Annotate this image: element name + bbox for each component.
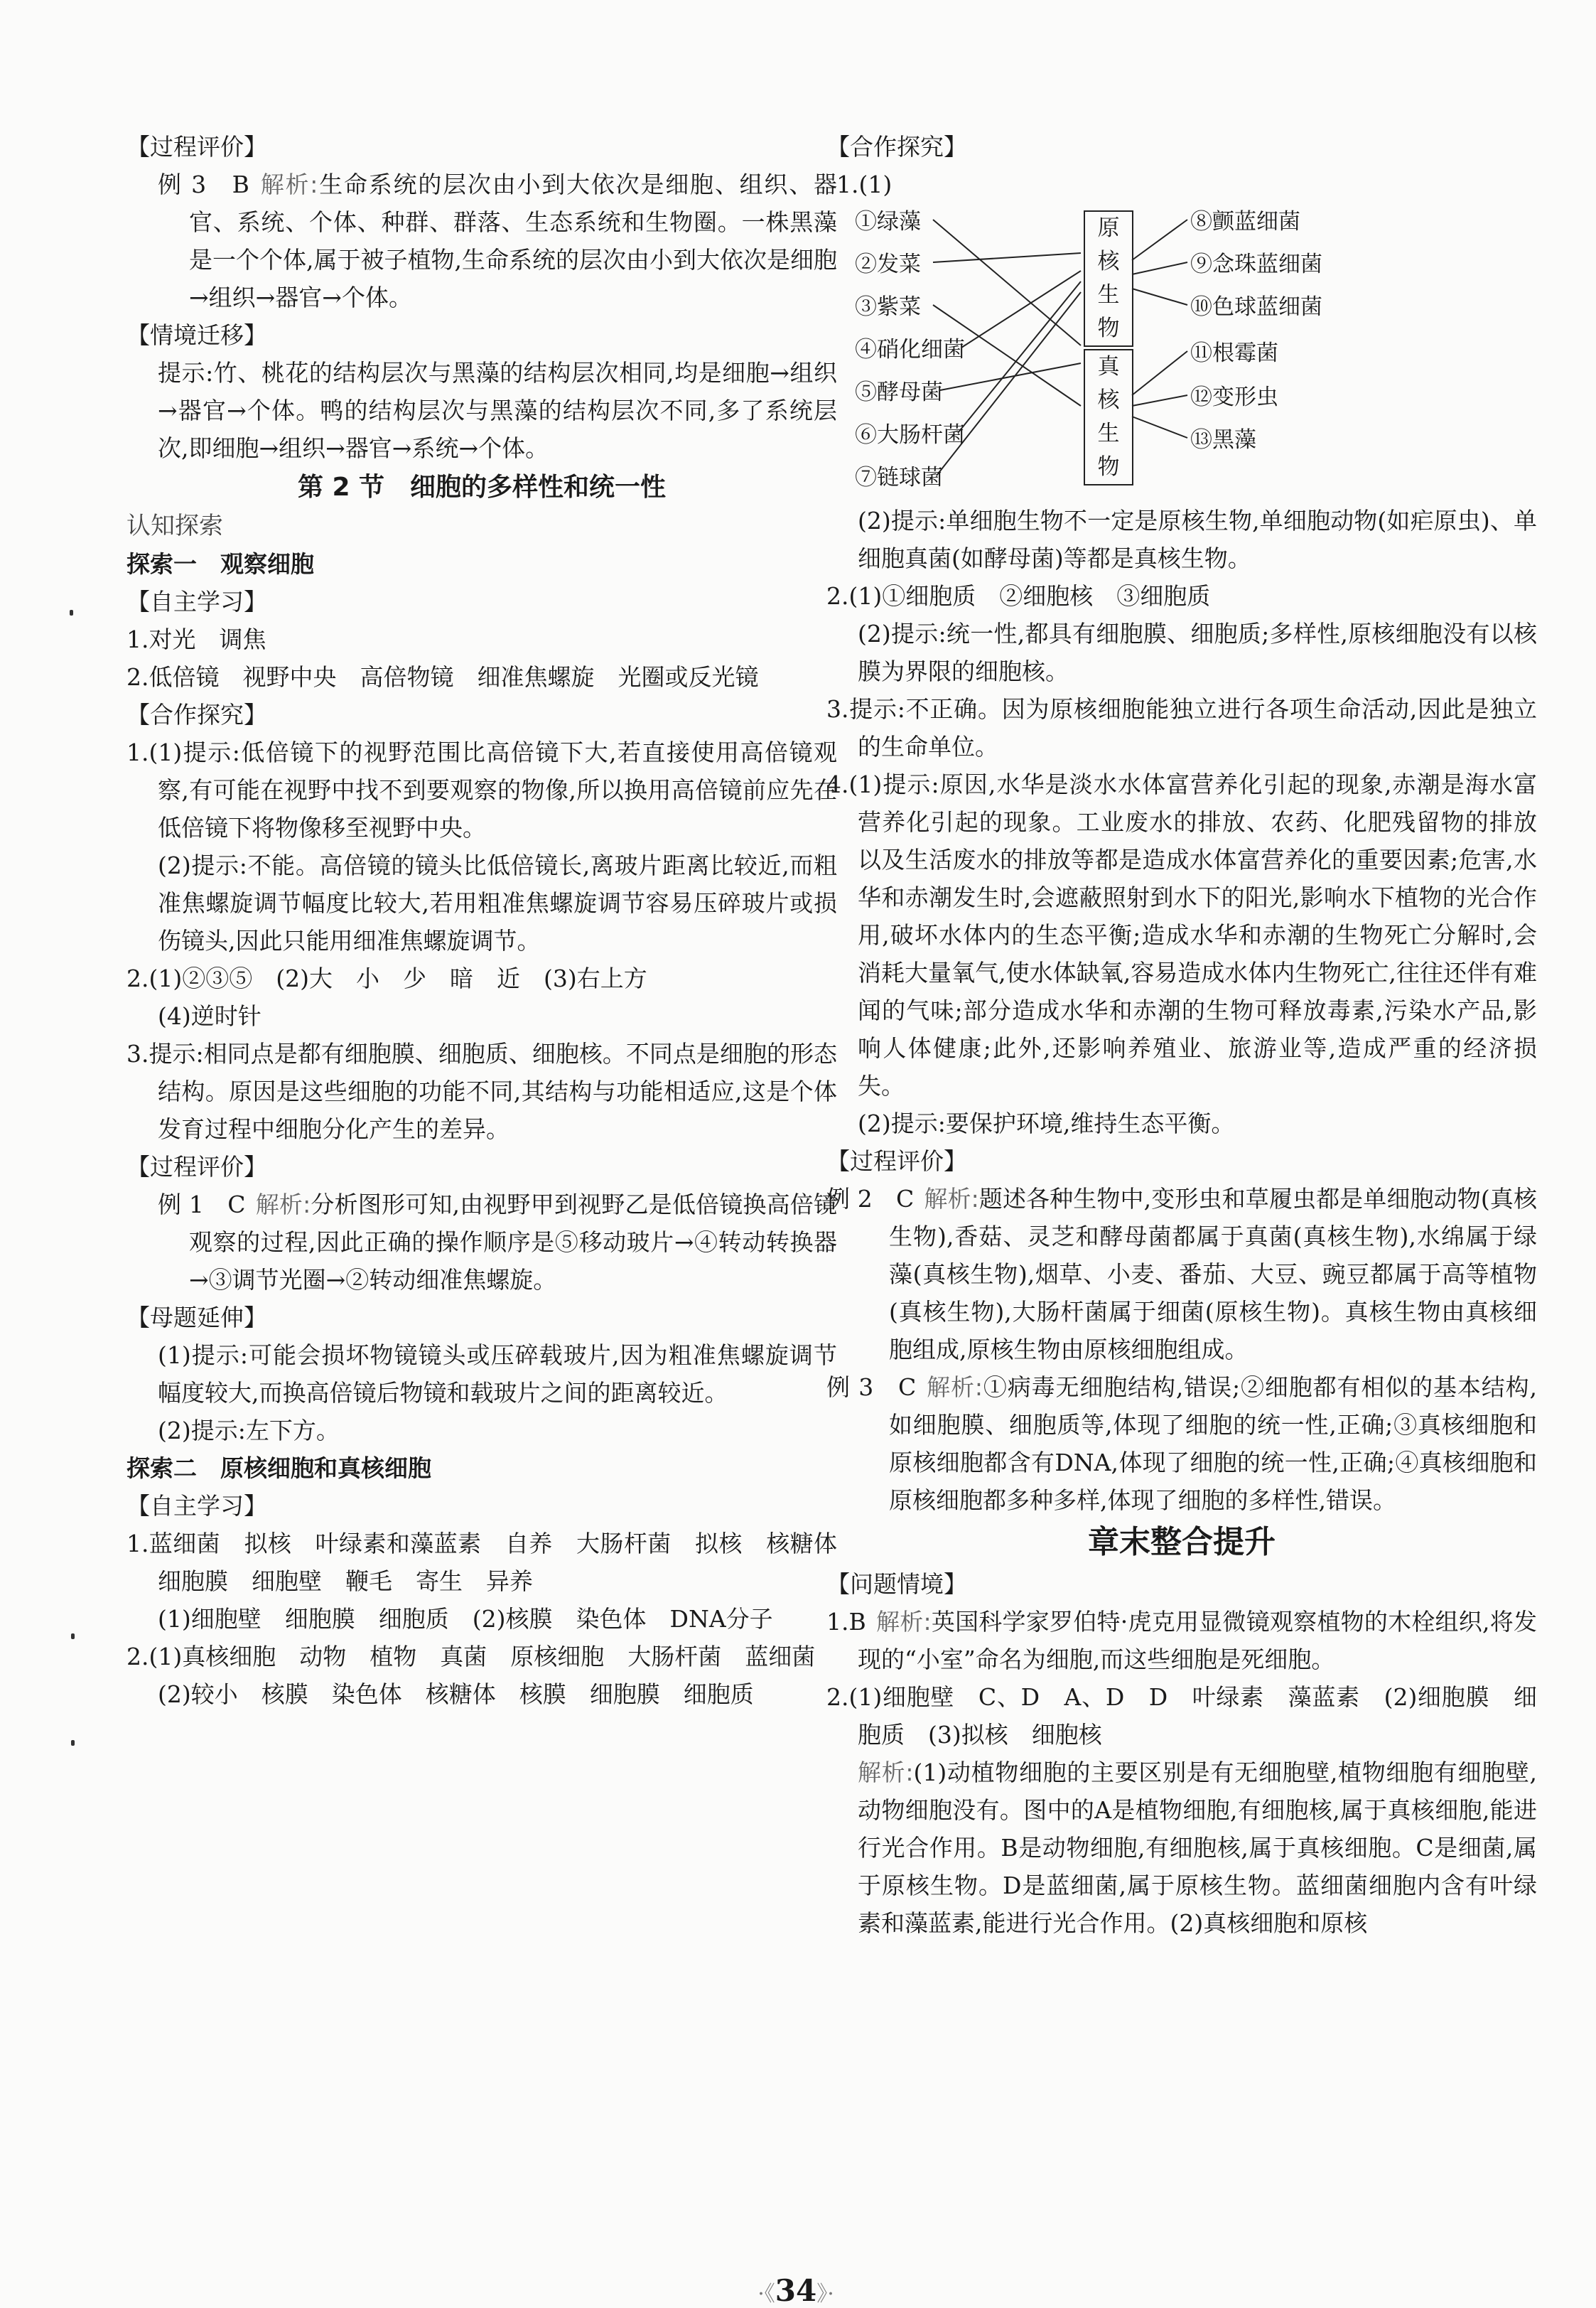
example-3-r: 例 3 C 解析:①病毒无细胞结构,错误;②细胞都有相似的基本结构,如细胞膜、细胞质等,体现了细胞的统一性,正确;③真核细胞和原核细胞都含有DNA,体现了细胞的统一性,正确;④真核细胞和原核细胞都多种多样,体现了细胞的多样性,错误。 — [826, 1373, 1537, 1514]
line-4-prokaryote — [961, 271, 1081, 348]
page-number-value: 34 — [775, 2273, 817, 2308]
explore-1-title: 探索一 观察细胞 — [126, 550, 314, 578]
margin-mark — [71, 1740, 75, 1746]
heading-cooperative-r: 【合作探究】 — [826, 133, 967, 161]
q2-part2: (2)提示:统一性,都具有细胞膜、细胞质;多样性,原核细胞没有以核膜为界限的细胞核。 — [858, 620, 1537, 685]
organism-6: ⑥大肠杆菌 — [855, 422, 965, 448]
organism-11: ⑪根霉菌 — [1190, 340, 1278, 366]
self-study-2-1: 1.蓝细菌 拟核 叶绿素和藻蓝素 自养 大肠杆菌 拟核 核糖体 细胞膜 细胞壁 鞭毛 寄生 异养 — [126, 1530, 861, 1595]
problem-2-analysis: 解析:(1)动植物细胞的主要区别是有无细胞壁,植物细胞有细胞壁,动物细胞没有。图中的A是植物细胞,有细胞核,属于真核细胞,能进行光合作用。B是动物细胞,有细胞核,属于真核细胞。C是细菌,属于原核生物。D是蓝细菌,属于原核生物。蓝细菌细胞内含有叶绿素和藻蓝素,能进行光合作用。(2)真核细胞和原核 — [858, 1759, 1537, 1937]
coop-1-2: (2)提示:不能。高倍镜的镜头比低倍镜长,离玻片距离比较近,而粗准焦螺旋调节幅度比较大,若用粗准焦螺旋调节容易压碎玻片或损伤镜头,因此只能用细准焦螺旋调节。 — [158, 852, 837, 955]
heading-cooperative: 【合作探究】 — [126, 701, 267, 729]
self-study-2-2: 2.(1)真核细胞 动物 植物 真菌 原核细胞 大肠杆菌 蓝细菌 — [126, 1643, 816, 1670]
eukaryote-label: 真 核 生 物 — [1097, 354, 1120, 480]
left-column — [126, 128, 861, 1713]
self-study-2-1b: (1)细胞壁 细胞膜 细胞质 (2)核膜 染色体 DNA分子 — [158, 1605, 773, 1633]
heading-extension: 【母题延伸】 — [126, 1304, 267, 1331]
line-6-prokaryote — [958, 281, 1081, 433]
organism-9: ⑨念珠蓝细菌 — [1190, 252, 1322, 277]
q3: 3.提示:不正确。因为原核细胞能独立进行各项生命活动,因此是独立的生命单位。 — [826, 695, 1537, 761]
line-12 — [1132, 395, 1187, 406]
self-study-2: 2.低倍镜 视野中央 高倍物镜 细准焦螺旋 光圈或反光镜 — [126, 663, 759, 691]
coop-3: 3.提示:相同点是都有细胞膜、细胞质、细胞核。不同点是细胞的形态结构。原因是这些细胞的功能不同,其结构与功能相适应,这是个体发育过程中细胞分化产生的差异。 — [126, 1040, 837, 1143]
line-1-eukaryote — [933, 220, 1081, 345]
q4-part2: (2)提示:要保护环境,维持生态平衡。 — [858, 1110, 1235, 1137]
page-number — [739, 2273, 853, 2308]
heading-process-eval-r: 【过程评价】 — [826, 1147, 967, 1175]
q1-label: 1.(1) — [836, 171, 893, 198]
self-study-2-2b: (2)较小 核膜 染色体 核糖体 核膜 细胞膜 细胞质 — [158, 1680, 754, 1708]
line-10 — [1132, 289, 1187, 305]
organism-4: ④硝化细菌 — [855, 337, 965, 363]
margin-mark — [71, 1633, 75, 1639]
q4: 4.(1)提示:原因,水华是淡水水体富营养化引起的现象,赤潮是海水富营养化引起的现象。工业废水的排放、农药、化肥残留物的排放以及生活废水的排放等都是造成水体富营养化的重要因素;危害,水华和赤潮发生时,会遮蔽照射到水下的阳光,影响水下植物的光合作用,破坏水体内的生态平衡;造成水华和赤潮的生物死亡分解时,会消耗大量氧气,使水体缺氧,容易造成水体内生物死亡,往往还伴有难闻的气味;部分造成水华和赤潮的生物可释放毒素,污染水产品,影响人体健康;此外,还影响养殖业、旅游业等,造成严重的经济损失。 — [826, 771, 1537, 1100]
organism-7: ⑦链球菌 — [855, 465, 943, 490]
cognitive-explore-label: 认知探索 — [126, 512, 223, 540]
line-2-prokaryote — [933, 253, 1081, 262]
extension-2: (2)提示:左下方。 — [158, 1417, 340, 1444]
organism-8: ⑧颤蓝细菌 — [1190, 209, 1300, 235]
line-9 — [1132, 262, 1187, 274]
coop-1-1: 1.(1)提示:低倍镜下的视野范围比高倍镜下大,若直接使用高倍镜观察,有可能在视野中找不到要观察的物像,所以换用高倍镜前应先在低倍镜下将物像移至视野中央。 — [126, 739, 837, 842]
classification-diagram — [826, 203, 1537, 502]
prokaryote-label: 原 核 生 物 — [1097, 215, 1120, 341]
heading-self-study-2: 【自主学习】 — [126, 1492, 267, 1520]
explore-2-title: 探索二 原核细胞和真核细胞 — [126, 1454, 431, 1482]
self-study-1: 1.对光 调焦 — [126, 626, 266, 653]
prokaryote-box — [1084, 210, 1133, 347]
example-2: 例 2 C 解析:题述各种生物中,变形虫和草履虫都是单细胞动物(真核生物),香菇、灵芝和酵母菌都属于真菌(真核生物),水绵属于绿藻(真核生物),烟草、小麦、番茄、大豆、豌豆都属于高等植物(真核生物),大肠杆菌属于细菌(原核生物)。真核生物由真核细胞组成,原核生物由原核细胞组成。 — [826, 1185, 1537, 1363]
eukaryote-box — [1084, 349, 1133, 485]
page-deco-left: ·《 — [757, 2282, 775, 2307]
page-deco-right: 》· — [816, 2282, 834, 2307]
heading-self-study: 【自主学习】 — [126, 588, 267, 616]
organism-13: ⑬黑藻 — [1190, 427, 1256, 453]
organism-2: ②发菜 — [855, 252, 921, 277]
heading-situation-transfer: 【情境迁移】 — [126, 321, 267, 349]
line-13 — [1132, 417, 1187, 438]
example-3: 例 3 B 解析:生命系统的层次由小到大依次是细胞、组织、器官、系统、个体、种群、群落、生态系统和生物圈。一株黑藻是一个个体,属于被子植物,生命系统的层次由小到大依次是细胞→组织→器官→个体。 — [158, 171, 837, 311]
problem-1: 1.B 解析:英国科学家罗伯特·虎克用显微镜观察植物的木栓组织,将发现的“小室”命名为细胞,而这些细胞是死细胞。 — [826, 1608, 1537, 1673]
coop-2b: (4)逆时针 — [158, 1002, 261, 1030]
q2: 2.(1)①细胞质 ②细胞核 ③细胞质 — [826, 582, 1211, 610]
organism-3: ③紫菜 — [855, 294, 921, 320]
heading-problem-situation: 【问题情境】 — [826, 1570, 967, 1598]
q1-part2: (2)提示:单细胞生物不一定是原核生物,单细胞动物(如疟原虫)、单细胞真菌(如酵母菌)等都是真核生物。 — [858, 507, 1537, 572]
example-1: 例 1 C 解析:分析图形可知,由视野甲到视野乙是低倍镜换高倍镜观察的过程,因此正确的操作顺序是⑤移动玻片→④转动转换器→③调节光圈→②转动细准焦螺旋。 — [158, 1191, 837, 1294]
line-11 — [1132, 351, 1187, 395]
margin-mark — [70, 610, 73, 616]
organism-10: ⑩色球蓝细菌 — [1190, 294, 1322, 320]
organism-1: ①绿藻 — [855, 209, 921, 235]
organism-5: ⑤酵母菌 — [855, 380, 943, 405]
line-8 — [1132, 220, 1187, 260]
heading-process-eval-2: 【过程评价】 — [126, 1153, 267, 1181]
section-title: 第 2 节 细胞的多样性和统一性 — [297, 473, 667, 502]
right-column — [826, 128, 1537, 1942]
chapter-summary-title: 章末整合提升 — [1088, 1524, 1276, 1560]
coop-2: 2.(1)②③⑤ (2)大 小 少 暗 近 (3)右上方 — [126, 965, 647, 992]
organism-12: ⑫变形虫 — [1190, 385, 1278, 410]
heading-process-eval: 【过程评价】 — [126, 133, 267, 161]
extension-1: (1)提示:可能会损坏物镜镜头或压碎载玻片,因为粗准焦螺旋调节幅度较大,而换高倍镜后物镜和载玻片之间的距离较近。 — [158, 1341, 837, 1407]
problem-2: 2.(1)细胞壁 C、D A、D D 叶绿素 藻蓝素 (2)细胞膜 细胞质 (3)拟核 细胞核 — [826, 1683, 1537, 1749]
transfer-hint: 提示:竹、桃花的结构层次与黑藻的结构层次相同,均是细胞→组织→器官→个体。鸭的结构层次与黑藻的结构层次不同,多了系统层次,即细胞→组织→器官→系统→个体。 — [158, 359, 837, 462]
